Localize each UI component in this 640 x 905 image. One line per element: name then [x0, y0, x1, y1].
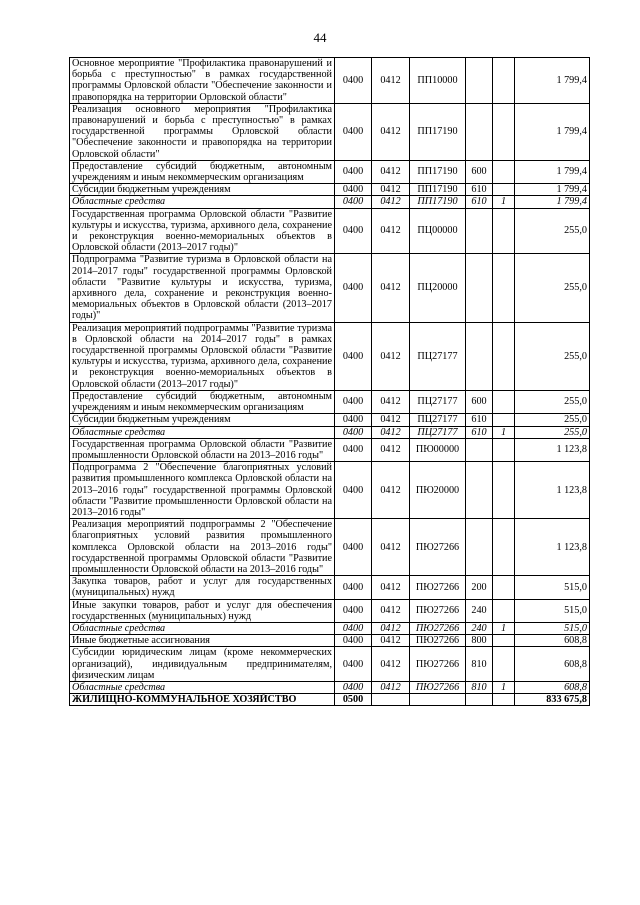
- amount-cell: 608,8: [515, 647, 590, 682]
- table-row: [70, 438, 590, 461]
- subsection-code-cell: 0412: [372, 196, 410, 208]
- expense-type-cell: 610: [466, 426, 493, 438]
- table-row: [70, 208, 590, 254]
- amount-cell: 255,0: [515, 426, 590, 438]
- row-name-cell: Реализация мероприятий подпрограммы "Развитие туризма в Орловской области на 2014–2017 годы" в рамках государственной программы Орловской области "Развитие культуры и искусства, туризма, архивного дела, сохранение и реконструкция военно-мемориальных объектов в Орловской области (2013–2017 годы)": [70, 322, 335, 390]
- amount-cell: 1 799,4: [515, 103, 590, 160]
- table-row: [70, 160, 590, 183]
- subsection-code-cell: 0412: [372, 599, 410, 622]
- target-article-cell: ПП17190: [410, 160, 466, 183]
- table-row: [70, 622, 590, 634]
- funding-source-cell: [493, 647, 515, 682]
- amount-cell: 255,0: [515, 254, 590, 322]
- row-name-cell: Закупка товаров, работ и услуг для государственных (муниципальных) нужд: [70, 576, 335, 599]
- amount-cell: 255,0: [515, 322, 590, 390]
- expense-type-cell: 610: [466, 414, 493, 426]
- target-article-cell: ПЦ27177: [410, 426, 466, 438]
- funding-source-cell: 1: [493, 622, 515, 634]
- table-row: [70, 599, 590, 622]
- funding-source-cell: [493, 519, 515, 576]
- table-row: [70, 414, 590, 426]
- subsection-code-cell: 0412: [372, 426, 410, 438]
- funding-source-cell: 1: [493, 196, 515, 208]
- subsection-code-cell: 0412: [372, 622, 410, 634]
- amount-cell: 1 799,4: [515, 184, 590, 196]
- target-article-cell: ПЦ27177: [410, 322, 466, 390]
- expense-type-cell: [466, 694, 493, 706]
- table-row: [70, 426, 590, 438]
- section-code-cell: 0400: [335, 519, 372, 576]
- funding-source-cell: [493, 103, 515, 160]
- row-name-cell: Субсидии юридическим лицам (кроме некоммерческих организаций), индивидуальным предпринимателям, физическим лицам: [70, 647, 335, 682]
- budget-table: [69, 57, 590, 706]
- expense-type-cell: 810: [466, 647, 493, 682]
- section-code-cell: 0400: [335, 103, 372, 160]
- section-code-cell: 0400: [335, 635, 372, 647]
- amount-cell: 1 799,4: [515, 196, 590, 208]
- section-code-cell: 0400: [335, 390, 372, 413]
- expense-type-cell: [466, 462, 493, 519]
- table-row: [70, 103, 590, 160]
- subsection-code-cell: 0412: [372, 103, 410, 160]
- expense-type-cell: [466, 519, 493, 576]
- amount-cell: 515,0: [515, 622, 590, 634]
- funding-source-cell: [493, 599, 515, 622]
- row-name-cell: Подпрограмма 2 "Обеспечение благоприятных условий развития промышленного комплекса Орловской области на 2013–2016 годы" государственной программы Орловской области "Развитие промышленности Орловской области на 2013–2016 годы": [70, 462, 335, 519]
- target-article-cell: ПЮ27266: [410, 681, 466, 693]
- section-code-cell: 0400: [335, 622, 372, 634]
- funding-source-cell: [493, 576, 515, 599]
- subsection-code-cell: 0412: [372, 322, 410, 390]
- expense-type-cell: [466, 103, 493, 160]
- table-row: [70, 254, 590, 322]
- expense-type-cell: 610: [466, 196, 493, 208]
- funding-source-cell: [493, 58, 515, 104]
- section-code-cell: 0400: [335, 681, 372, 693]
- funding-source-cell: [493, 694, 515, 706]
- funding-source-cell: 1: [493, 426, 515, 438]
- target-article-cell: ПЮ27266: [410, 519, 466, 576]
- funding-source-cell: [493, 438, 515, 461]
- subsection-code-cell: 0412: [372, 681, 410, 693]
- row-name-cell: Областные средства: [70, 426, 335, 438]
- subsection-code-cell: 0412: [372, 414, 410, 426]
- amount-cell: 1 123,8: [515, 462, 590, 519]
- table-row: [70, 635, 590, 647]
- subsection-code-cell: 0412: [372, 208, 410, 254]
- subsection-code-cell: 0412: [372, 635, 410, 647]
- row-name-cell: Реализация мероприятий подпрограммы 2 "Обеспечение благоприятных условий развития промышленного комплекса Орловской области на 2013–2016 годы" государственной программы Орловской области "Развитие промышленности Орловской области на 2013–2016 годы": [70, 519, 335, 576]
- section-code-cell: 0400: [335, 438, 372, 461]
- target-article-cell: ПЦ00000: [410, 208, 466, 254]
- funding-source-cell: [493, 254, 515, 322]
- amount-cell: 255,0: [515, 208, 590, 254]
- amount-cell: 515,0: [515, 576, 590, 599]
- expense-type-cell: 600: [466, 390, 493, 413]
- row-name-cell: Государственная программа Орловской области "Развитие культуры и искусства, туризма, архивного дела, сохранение и реконструкция военно-мемориальных объектов в Орловской области (2013–2017 годы)": [70, 208, 335, 254]
- target-article-cell: ПП17190: [410, 196, 466, 208]
- subsection-code-cell: 0412: [372, 647, 410, 682]
- expense-type-cell: [466, 322, 493, 390]
- section-code-cell: 0400: [335, 254, 372, 322]
- row-name-cell: Областные средства: [70, 681, 335, 693]
- amount-cell: 255,0: [515, 414, 590, 426]
- funding-source-cell: [493, 208, 515, 254]
- row-name-cell: Областные средства: [70, 622, 335, 634]
- section-code-cell: 0400: [335, 208, 372, 254]
- table-row: [70, 462, 590, 519]
- table-row: [70, 58, 590, 104]
- page-number: 44: [313, 30, 327, 45]
- row-name-cell: Реализация основного мероприятия "Профилактика правонарушений и борьба с преступностью" в рамках государственной программы Орловской области "Обеспечение законности и правопорядка на территории Орловской области": [70, 103, 335, 160]
- section-code-cell: 0400: [335, 599, 372, 622]
- table-row: [70, 647, 590, 682]
- section-code-cell: 0400: [335, 414, 372, 426]
- amount-cell: 608,8: [515, 681, 590, 693]
- amount-cell: 1 123,8: [515, 438, 590, 461]
- funding-source-cell: [493, 160, 515, 183]
- subsection-code-cell: 0412: [372, 462, 410, 519]
- amount-cell: 833 675,8: [515, 694, 590, 706]
- target-article-cell: ПЮ27266: [410, 576, 466, 599]
- amount-cell: 255,0: [515, 390, 590, 413]
- table-row: [70, 390, 590, 413]
- amount-cell: 515,0: [515, 599, 590, 622]
- expense-type-cell: [466, 254, 493, 322]
- row-name-cell: Государственная программа Орловской области "Развитие промышленности Орловской области на 2013–2016 годы": [70, 438, 335, 461]
- expense-type-cell: 810: [466, 681, 493, 693]
- funding-source-cell: [493, 462, 515, 519]
- target-article-cell: ПЦ20000: [410, 254, 466, 322]
- subsection-code-cell: 0412: [372, 58, 410, 104]
- table-row: [70, 681, 590, 693]
- budget-table-body: [70, 58, 590, 706]
- target-article-cell: ПЦ27177: [410, 390, 466, 413]
- expense-type-cell: [466, 208, 493, 254]
- subsection-code-cell: 0412: [372, 254, 410, 322]
- row-name-cell: Предоставление субсидий бюджетным, автономным учреждениям и иным некоммерческим организациям: [70, 160, 335, 183]
- target-article-cell: ПЮ27266: [410, 635, 466, 647]
- target-article-cell: ПП17190: [410, 103, 466, 160]
- section-code-cell: 0400: [335, 426, 372, 438]
- target-article-cell: ПП10000: [410, 58, 466, 104]
- funding-source-cell: [493, 184, 515, 196]
- funding-source-cell: 1: [493, 681, 515, 693]
- target-article-cell: ПЦ27177: [410, 414, 466, 426]
- row-name-cell: Иные закупки товаров, работ и услуг для обеспечения государственных (муниципальных) нужд: [70, 599, 335, 622]
- section-code-cell: 0500: [335, 694, 372, 706]
- section-code-cell: 0400: [335, 322, 372, 390]
- target-article-cell: ПЮ27266: [410, 622, 466, 634]
- expense-type-cell: 800: [466, 635, 493, 647]
- funding-source-cell: [493, 414, 515, 426]
- section-code-cell: 0400: [335, 576, 372, 599]
- subsection-code-cell: [372, 694, 410, 706]
- funding-source-cell: [493, 390, 515, 413]
- funding-source-cell: [493, 635, 515, 647]
- target-article-cell: [410, 694, 466, 706]
- target-article-cell: ПЮ20000: [410, 462, 466, 519]
- expense-type-cell: [466, 438, 493, 461]
- section-code-cell: 0400: [335, 160, 372, 183]
- row-name-cell: Подпрограмма "Развитие туризма в Орловской области на 2014–2017 годы" государственной программы Орловской области "Развитие культуры и искусства, туризма, архивного дела, сохранение и реконструкция военно-мемориальных объектов в Орловской области (2013–2017 годы)": [70, 254, 335, 322]
- table-row: [70, 576, 590, 599]
- expense-type-cell: 240: [466, 599, 493, 622]
- amount-cell: 608,8: [515, 635, 590, 647]
- expense-type-cell: 610: [466, 184, 493, 196]
- table-row: [70, 694, 590, 706]
- target-article-cell: ПП17190: [410, 184, 466, 196]
- expense-type-cell: 200: [466, 576, 493, 599]
- subsection-code-cell: 0412: [372, 576, 410, 599]
- subsection-code-cell: 0412: [372, 438, 410, 461]
- table-row: [70, 519, 590, 576]
- target-article-cell: ПЮ00000: [410, 438, 466, 461]
- row-name-cell: Иные бюджетные ассигнования: [70, 635, 335, 647]
- table-row: [70, 196, 590, 208]
- expense-type-cell: 600: [466, 160, 493, 183]
- row-name-cell: Основное мероприятие "Профилактика правонарушений и борьба с преступностью" в рамках государственной программы Орловской области "Обеспечение законности и правопорядка на территории Орловской области": [70, 58, 335, 104]
- table-row: [70, 184, 590, 196]
- section-code-cell: 0400: [335, 184, 372, 196]
- section-code-cell: 0400: [335, 196, 372, 208]
- row-name-cell: Предоставление субсидий бюджетным, автономным учреждениям и иным некоммерческим организациям: [70, 390, 335, 413]
- row-name-cell: ЖИЛИЩНО-КОММУНАЛЬНОЕ ХОЗЯЙСТВО: [70, 694, 335, 706]
- funding-source-cell: [493, 322, 515, 390]
- target-article-cell: ПЮ27266: [410, 599, 466, 622]
- row-name-cell: Областные средства: [70, 196, 335, 208]
- subsection-code-cell: 0412: [372, 160, 410, 183]
- section-code-cell: 0400: [335, 647, 372, 682]
- subsection-code-cell: 0412: [372, 390, 410, 413]
- expense-type-cell: [466, 58, 493, 104]
- expense-type-cell: 240: [466, 622, 493, 634]
- amount-cell: 1 799,4: [515, 58, 590, 104]
- row-name-cell: Субсидии бюджетным учреждениям: [70, 184, 335, 196]
- target-article-cell: ПЮ27266: [410, 647, 466, 682]
- section-code-cell: 0400: [335, 58, 372, 104]
- table-row: [70, 322, 590, 390]
- row-name-cell: Субсидии бюджетным учреждениям: [70, 414, 335, 426]
- subsection-code-cell: 0412: [372, 184, 410, 196]
- amount-cell: 1 123,8: [515, 519, 590, 576]
- section-code-cell: 0400: [335, 462, 372, 519]
- amount-cell: 1 799,4: [515, 160, 590, 183]
- subsection-code-cell: 0412: [372, 519, 410, 576]
